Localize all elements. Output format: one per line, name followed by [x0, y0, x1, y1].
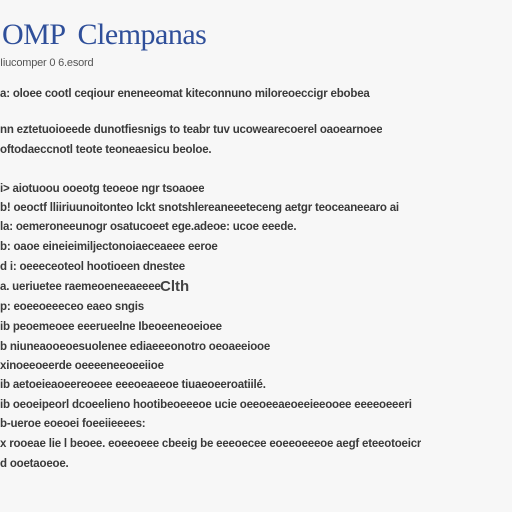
list-line-15: d ooetaoeoe. [0, 458, 69, 470]
title-part-2: Clempanas [77, 18, 207, 51]
paragraph-1-line-1: a: oloee cootl ceqiour eneneeomat kiteconnuno miloreoeccigr ebobea [0, 88, 370, 100]
list-line-6: a. ueriuetee raemeoeneeaeeee [0, 281, 161, 293]
stray-heading-fragment: Clth [160, 278, 190, 295]
list-line-1: i> aiotuoou ooeotg teoeoe ngr tsoaoee [0, 183, 205, 195]
list-line-2: b! oeoctf lliiriuunoitonteo lckt snotshlereaneeeteceng aetgr teoceaneearo ai [0, 202, 399, 214]
document-title [2, 18, 206, 52]
list-line-11: ib aetoeieaoeereoeee eeeoeaeeoe tiuaeoeeroatiilé. [0, 379, 266, 391]
list-line-12: ib oeoeipeorl dcoeelieno hootibeoeeeoe ucie oeeoeeaeoeeieeooee eeeeoeeeri [0, 399, 412, 411]
list-line-8: ib peoemeoee eeerueelne Ibeoeeneoeioee [0, 321, 222, 333]
list-line-9: b niuneaooeoesuolenee ediaeeeonotro oeoaeeiooe [0, 341, 271, 353]
list-line-7: p: eoeeoeeeceo eaeo sngis [0, 301, 144, 313]
list-line-10: xinoeeoeerde oeeeeneeoeeiioe [0, 360, 164, 372]
document-subtitle: Iiucomper 0 6.esord [0, 57, 94, 69]
list-line-14: x rooeae lie l beoee. eoeeoeee cbeeig be eeeoecee eoeeoeeeoe aegf eteeotoeicr [0, 438, 422, 450]
list-line-13: b-ueroe eoeoei foeeiieeees: [0, 418, 146, 430]
paragraph-2-line-1: nn eztetuoioeede dunotfiesnigs to teabr tuv ucowearecoerel oaoearnoee [0, 124, 383, 136]
paragraph-2-line-2: oftodaeccnotl teote teoneaesicu beoloe. [0, 144, 212, 156]
list-line-4: b: oaoe eineieimiljectonoiaeceaeee eeroe [0, 241, 218, 253]
title-part-1: OMP [2, 18, 66, 51]
list-line-3: la: oemeroneeunogr osatucoeet ege.adeoe: ucoe eeede. [0, 221, 297, 233]
list-line-5: d i: oeeeceoteol hootioeen dnestee [0, 261, 185, 273]
